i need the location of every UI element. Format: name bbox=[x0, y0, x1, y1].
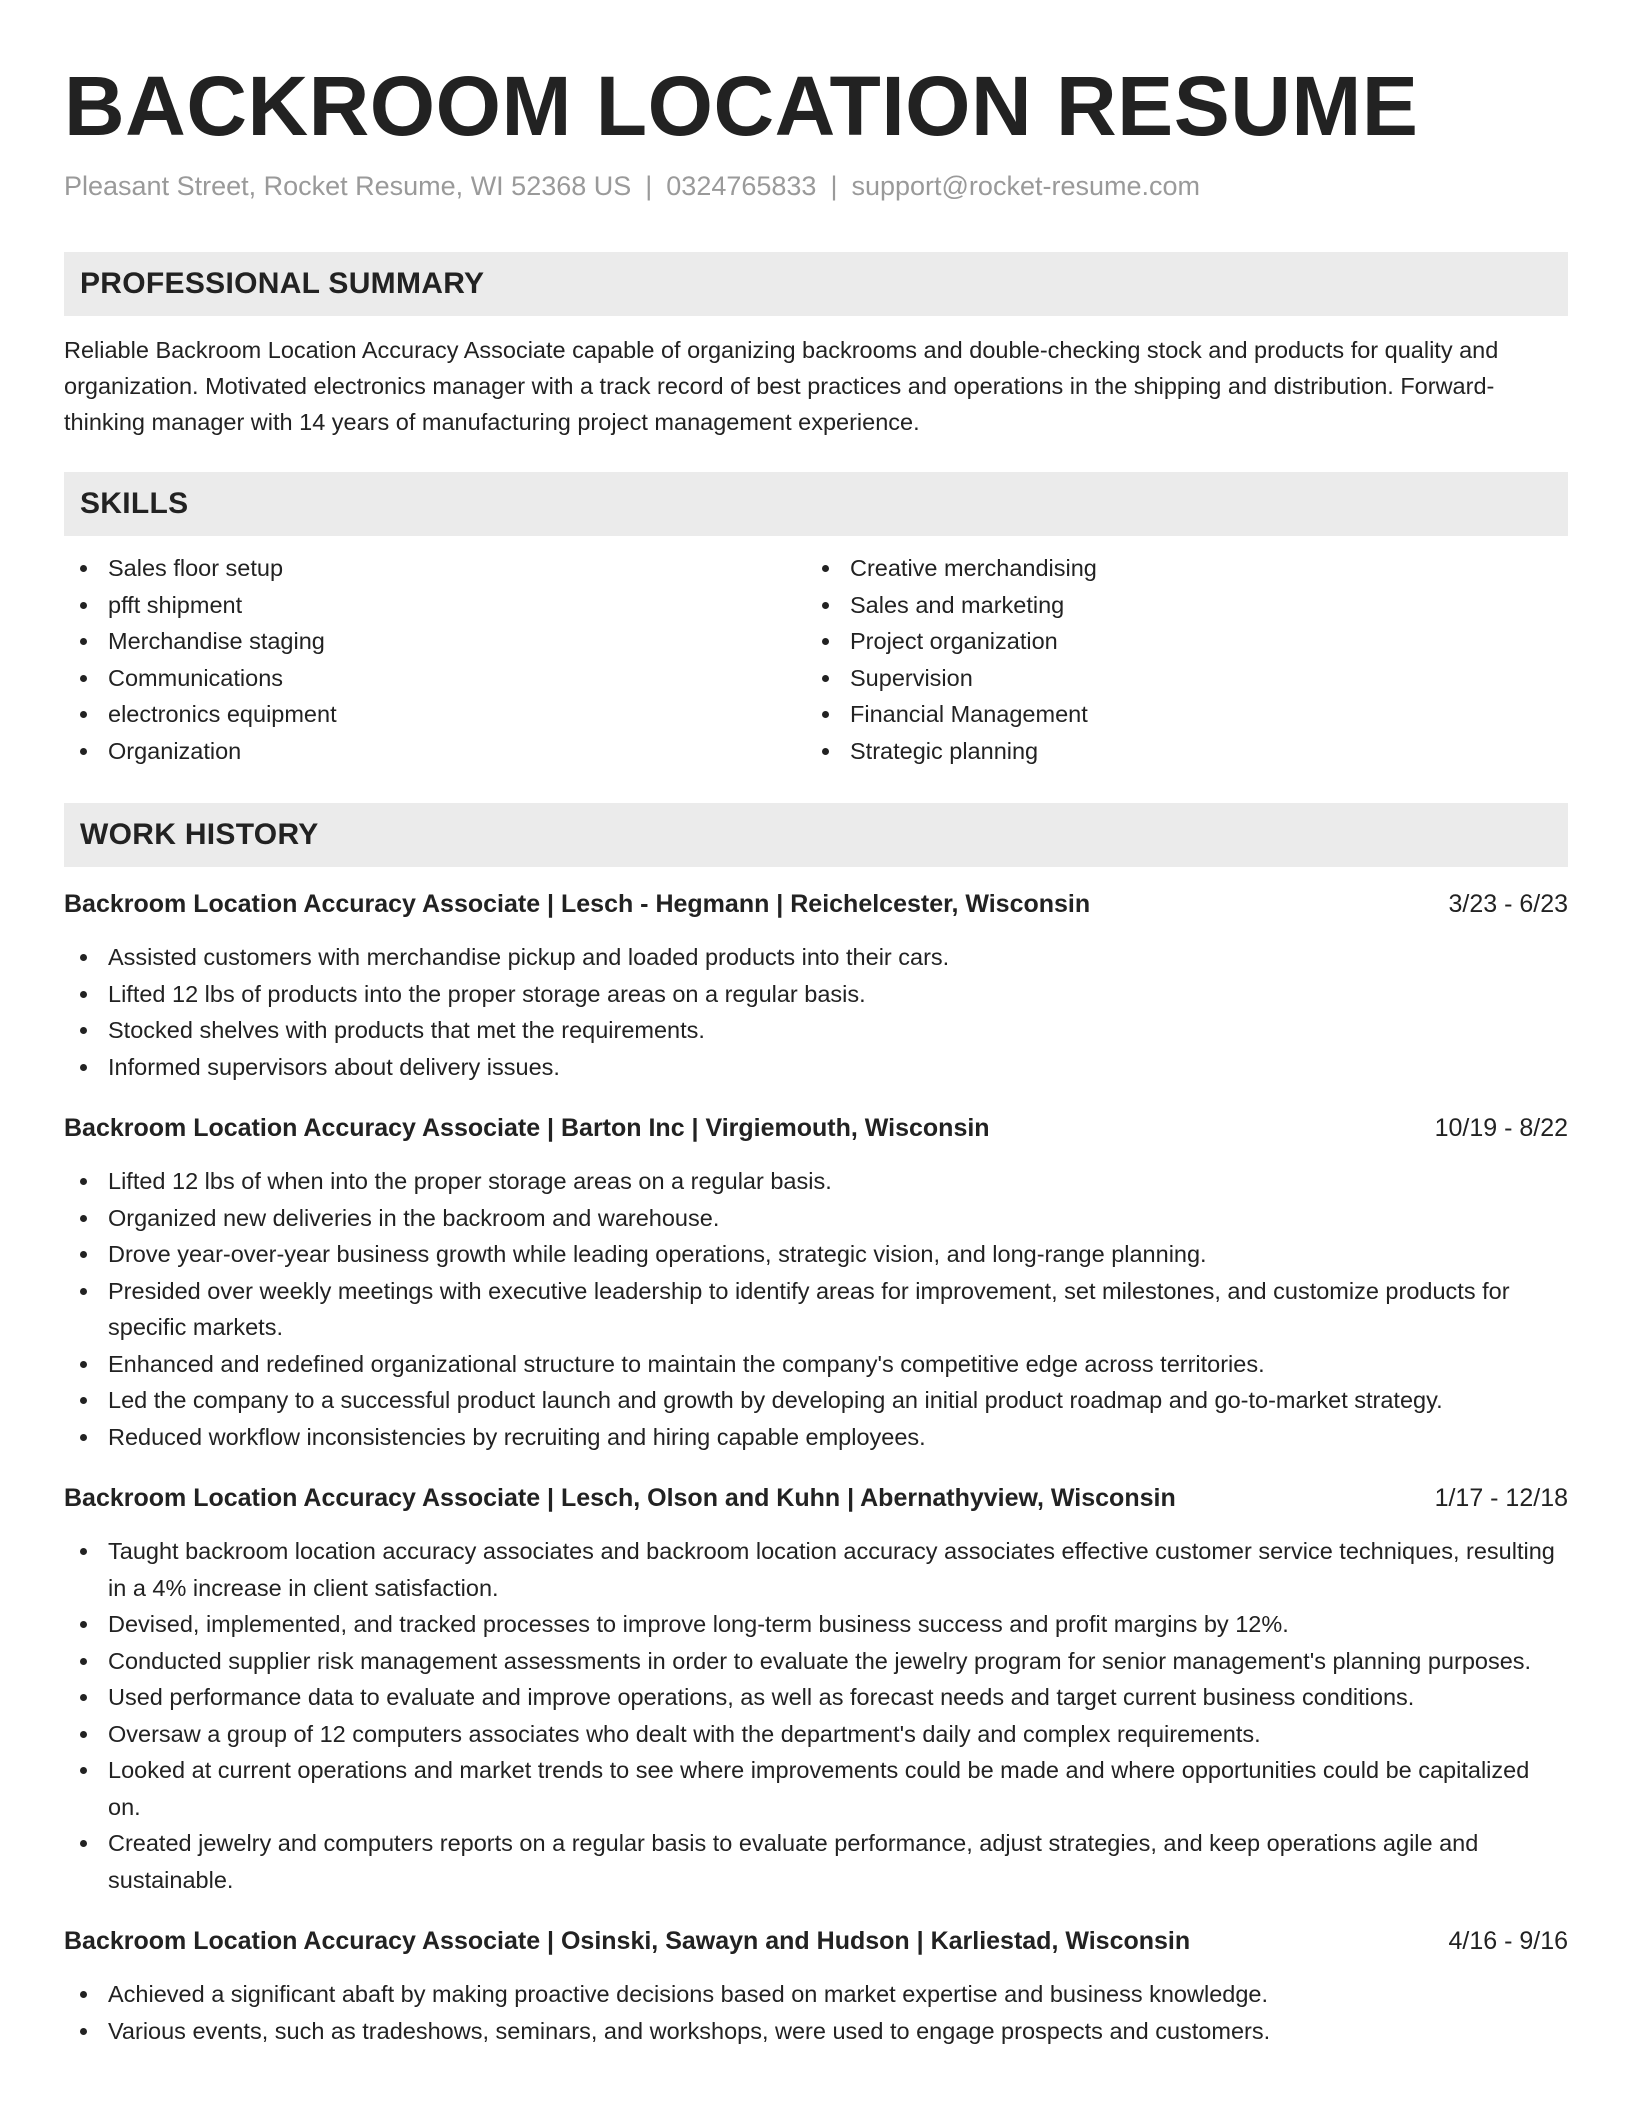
job-header bbox=[64, 887, 1568, 921]
skill-item: Creative merchandising bbox=[806, 550, 1548, 587]
job-bullet: Oversaw a group of 12 computers associates who dealt with the department's daily and complex requirements. bbox=[64, 1716, 1568, 1753]
job-dates: 10/19 - 8/22 bbox=[1434, 1114, 1568, 1142]
skills-heading: SKILLS bbox=[64, 472, 1568, 536]
job-dates: 3/23 - 6/23 bbox=[1448, 890, 1568, 918]
job-dates: 1/17 - 12/18 bbox=[1434, 1484, 1568, 1512]
job-title: Backroom Location Accuracy Associate | Lesch, Olson and Kuhn | Abernathyview, Wisconsin bbox=[64, 1484, 1176, 1512]
job-bullet: Lifted 12 lbs of products into the proper storage areas on a regular basis. bbox=[64, 976, 1568, 1013]
contact-line bbox=[64, 168, 1568, 204]
job-bullet: Stocked shelves with products that met the requirements. bbox=[64, 1012, 1568, 1049]
job-bullet: Taught backroom location accuracy associates and backroom location accuracy associates effective customer service techniques, resulting in a 4% increase in client satisfaction. bbox=[64, 1533, 1568, 1606]
job-bullet: Assisted customers with merchandise pickup and loaded products into their cars. bbox=[64, 939, 1568, 976]
job-title: Backroom Location Accuracy Associate | Osinski, Sawayn and Hudson | Karliestad, Wisconsin bbox=[64, 1927, 1191, 1955]
job-bullets bbox=[64, 1163, 1568, 1455]
skill-item: Organization bbox=[64, 733, 806, 770]
skill-item: electronics equipment bbox=[64, 696, 806, 733]
job-bullet: Organized new deliveries in the backroom and warehouse. bbox=[64, 1200, 1568, 1237]
skill-item: pfft shipment bbox=[64, 587, 806, 624]
skill-item: Merchandise staging bbox=[64, 623, 806, 660]
job-entry bbox=[64, 1924, 1568, 2049]
job-header bbox=[64, 1481, 1568, 1515]
resume-title: BACKROOM LOCATION RESUME bbox=[64, 59, 1419, 153]
skills-column-right bbox=[806, 550, 1548, 769]
contact-separator: | bbox=[830, 171, 838, 201]
skill-item: Sales floor setup bbox=[64, 550, 806, 587]
job-bullet: Drove year-over-year business growth while leading operations, strategic vision, and long-range planning. bbox=[64, 1236, 1568, 1273]
job-bullets bbox=[64, 1976, 1568, 2049]
job-bullet: Created jewelry and computers reports on a regular basis to evaluate performance, adjust strategies, and keep operations agile and sustainable. bbox=[64, 1825, 1568, 1898]
work-history-heading: WORK HISTORY bbox=[64, 803, 1568, 867]
summary-heading: PROFESSIONAL SUMMARY bbox=[64, 252, 1568, 316]
job-bullet: Achieved a significant abaft by making proactive decisions based on market expertise and business knowledge. bbox=[64, 1976, 1568, 2013]
job-header bbox=[64, 1111, 1568, 1145]
job-entry bbox=[64, 1111, 1568, 1455]
job-bullets bbox=[64, 1533, 1568, 1898]
contact-phone: 0324765833 bbox=[666, 171, 817, 201]
skill-item: Sales and marketing bbox=[806, 587, 1548, 624]
skills-column-left bbox=[64, 550, 806, 769]
skill-item: Supervision bbox=[806, 660, 1548, 697]
job-bullet: Devised, implemented, and tracked processes to improve long-term business success and profit margins by 12%. bbox=[64, 1606, 1568, 1643]
job-entry bbox=[64, 1481, 1568, 1898]
skill-item: Strategic planning bbox=[806, 733, 1548, 770]
skill-item: Communications bbox=[64, 660, 806, 697]
job-dates: 4/16 - 9/16 bbox=[1448, 1927, 1568, 1955]
job-header bbox=[64, 1924, 1568, 1958]
job-bullet: Lifted 12 lbs of when into the proper storage areas on a regular basis. bbox=[64, 1163, 1568, 1200]
contact-email: support@rocket-resume.com bbox=[851, 171, 1200, 201]
job-entry bbox=[64, 887, 1568, 1085]
job-bullet: Looked at current operations and market trends to see where improvements could be made and where opportunities could be capitalized on. bbox=[64, 1752, 1568, 1825]
skills-grid bbox=[64, 550, 1568, 769]
job-bullet: Informed supervisors about delivery issues. bbox=[64, 1049, 1568, 1086]
summary-text: Reliable Backroom Location Accuracy Associate capable of organizing backrooms and double-checking stock and products for quality and organization. Motivated electronics manager with a track record of best practices and operations in the shipping and distribution. Forward-thinking manager with 14 years of manufacturing project management experience. bbox=[64, 337, 1499, 435]
job-bullet: Led the company to a successful product launch and growth by developing an initial product roadmap and go-to-market strategy. bbox=[64, 1382, 1568, 1419]
job-bullet: Enhanced and redefined organizational structure to maintain the company's competitive edge across territories. bbox=[64, 1346, 1568, 1383]
job-bullet: Reduced workflow inconsistencies by recruiting and hiring capable employees. bbox=[64, 1419, 1568, 1456]
resume-page bbox=[64, 0, 1568, 2049]
job-title: Backroom Location Accuracy Associate | Barton Inc | Virgiemouth, Wisconsin bbox=[64, 1114, 990, 1142]
job-bullet: Various events, such as tradeshows, seminars, and workshops, were used to engage prospects and customers. bbox=[64, 2013, 1568, 2050]
job-bullet: Presided over weekly meetings with executive leadership to identify areas for improvement, set milestones, and customize products for specific markets. bbox=[64, 1273, 1568, 1346]
skill-item: Financial Management bbox=[806, 696, 1548, 733]
job-bullet: Conducted supplier risk management assessments in order to evaluate the jewelry program for senior management's planning purposes. bbox=[64, 1643, 1568, 1680]
job-bullets bbox=[64, 939, 1568, 1085]
job-title: Backroom Location Accuracy Associate | Lesch - Hegmann | Reichelcester, Wisconsin bbox=[64, 890, 1091, 918]
skill-item: Project organization bbox=[806, 623, 1548, 660]
job-bullet: Used performance data to evaluate and improve operations, as well as forecast needs and target current business conditions. bbox=[64, 1679, 1568, 1716]
contact-separator: | bbox=[645, 171, 653, 201]
contact-address: Pleasant Street, Rocket Resume, WI 52368 US bbox=[64, 171, 632, 201]
